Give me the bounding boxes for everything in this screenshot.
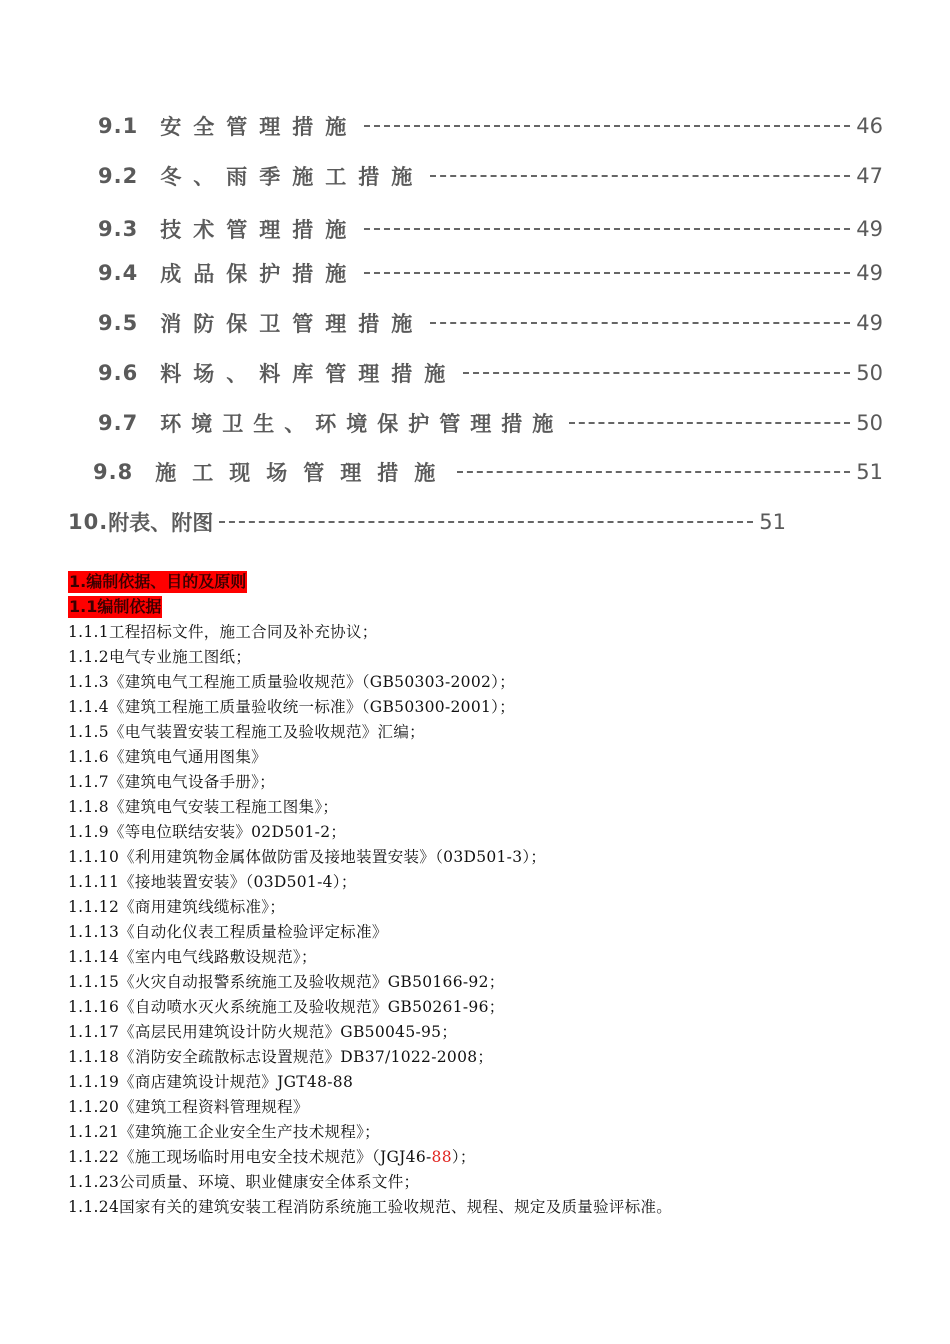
list-item: 1.1.13《自动化仪表工程质量检验评定标准》 [68, 923, 388, 941]
item-text: ）； [451, 1148, 476, 1166]
list-item: 1.1.7《建筑电气设备手册》； [68, 773, 275, 791]
red-year-text: 88 [431, 1148, 452, 1166]
toc-number: 9.4 [98, 261, 139, 285]
list-item: 1.1.10《利用建筑物金属体做防雷及接地装置安装》（03D501-3）； [68, 848, 547, 866]
list-item: 1.1.23公司质量、环境、职业健康安全体系文件； [68, 1173, 420, 1191]
list-item: 1.1.16《自动喷水灭火系统施工及验收规范》GB50261-96； [68, 998, 505, 1016]
list-item: 1.1.6《建筑电气通用图集》 [68, 748, 267, 766]
list-item: 1.1.19《商店建筑设计规范》JGT48-88 [68, 1073, 354, 1091]
toc-leader [430, 322, 850, 324]
toc-entry[interactable] [98, 306, 883, 340]
toc-number: 9.1 [98, 114, 139, 138]
list-item: 1.1.15《火灾自动报警系统施工及验收规范》GB50166-92； [68, 973, 505, 991]
toc-entry[interactable] [98, 212, 883, 246]
list-item: 1.1.8《建筑电气安装工程施工图集》； [68, 798, 339, 816]
toc-entry[interactable] [93, 455, 883, 489]
compilation-basis-section [68, 570, 908, 1220]
toc-title: 附表、附图 [108, 511, 214, 535]
list-item: 1.1.14《室内电气线路敷设规范》； [68, 948, 317, 966]
toc-leader [430, 175, 850, 177]
toc-title: 成品保护措施 [160, 262, 359, 286]
toc-leader [569, 422, 850, 424]
toc-number: 9.7 [98, 411, 139, 435]
toc-number: 9.3 [98, 217, 139, 241]
list-item: 1.1.18《消防安全疏散标志设置规范》DB37/1022-2008； [68, 1048, 494, 1066]
list-item: 1.1.11《接地装置安装》（03D501-4）； [68, 873, 357, 891]
toc-page-number: 49 [856, 311, 883, 335]
toc-leader [457, 471, 850, 473]
toc-entry[interactable] [68, 505, 786, 539]
subsection-heading: 1.1编制依据 [69, 597, 162, 616]
toc-title: 施工现场管理措施 [155, 461, 452, 485]
list-item: 1.1.20《建筑工程资料管理规程》 [68, 1098, 309, 1116]
toc-entry[interactable] [98, 356, 883, 390]
toc-page-number: 50 [856, 411, 883, 435]
toc-page-number: 49 [856, 217, 883, 241]
toc-entry[interactable] [98, 109, 883, 143]
toc-title: 技术管理措施 [160, 218, 359, 242]
toc-leader [364, 125, 850, 127]
list-item: 1.1.24国家有关的建筑安装工程消防系统施工验收规范、规程、规定及质量验评标准。 [68, 1198, 673, 1216]
toc-page-number: 46 [856, 114, 883, 138]
list-item: 1.1.1工程招标文件，施工合同及补充协议； [68, 623, 378, 641]
toc-title: 环境卫生、环境保护管理措施 [160, 412, 564, 436]
toc-number: 9.2 [98, 164, 139, 188]
toc-number: 9.6 [98, 361, 139, 385]
list-item: 1.1.2电气专业施工图纸； [68, 648, 252, 666]
toc-leader [364, 228, 850, 230]
toc-page-number: 50 [856, 361, 883, 385]
toc-title: 安全管理措施 [160, 115, 359, 139]
toc-title: 料场、料库管理措施 [160, 362, 458, 386]
item-text: 1.1.22《施工现场临时用电安全技术规范》（JGJ46- [68, 1148, 432, 1166]
toc-number: 9.8 [93, 460, 134, 484]
toc-entry[interactable] [98, 406, 883, 440]
toc-leader [364, 272, 850, 274]
toc-number: 10. [68, 510, 109, 534]
list-item: 1.1.3《建筑电气工程施工质量验收规范》（GB50303-2002）； [68, 673, 516, 691]
toc-number: 9.5 [98, 311, 139, 335]
list-item: 1.1.21《建筑施工企业安全生产技术规程》； [68, 1123, 380, 1141]
list-item: 1.1.5《电气装置安装工程施工及验收规范》汇编； [68, 723, 425, 741]
toc-page-number: 51 [759, 510, 786, 534]
toc-entry[interactable] [98, 159, 883, 193]
toc-page-number: 51 [856, 460, 883, 484]
toc-title: 消防保卫管理措施 [160, 312, 425, 336]
list-item [68, 1145, 908, 1170]
toc-entry[interactable] [98, 256, 883, 290]
toc-leader [463, 372, 850, 374]
list-item: 1.1.9《等电位联结安装》02D501-2； [68, 823, 347, 841]
list-item: 1.1.17《高层民用建筑设计防火规范》GB50045-95； [68, 1023, 458, 1041]
list-item: 1.1.12《商用建筑线缆标准》； [68, 898, 286, 916]
section-heading: 1.编制依据、目的及原则 [69, 572, 247, 591]
list-item: 1.1.4《建筑工程施工质量验收统一标准》（GB50300-2001）； [68, 698, 516, 716]
toc-page-number: 49 [856, 261, 883, 285]
toc-page-number: 47 [856, 164, 883, 188]
toc-title: 冬、雨季施工措施 [160, 165, 425, 189]
toc-leader [219, 521, 753, 523]
